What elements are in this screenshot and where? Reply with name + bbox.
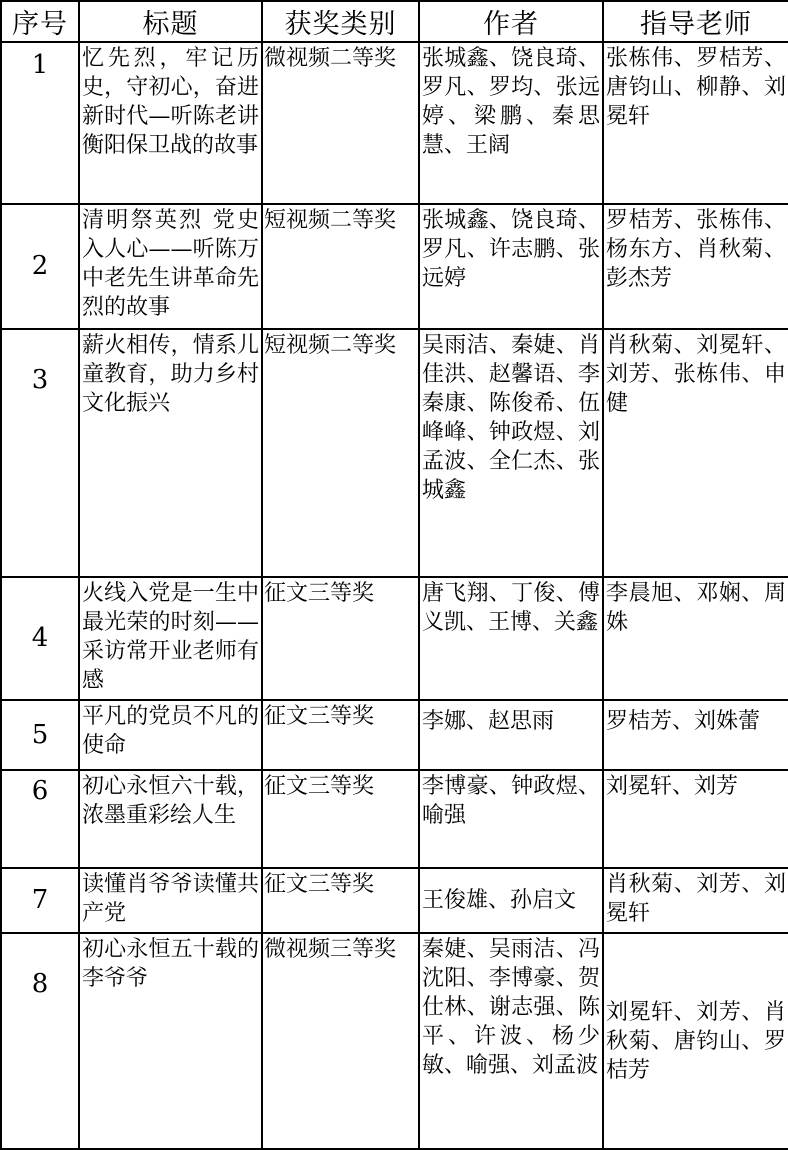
row-title: 初心永恒六十载，浓墨重彩绘人生 <box>79 770 262 868</box>
header-authors: 作者 <box>419 1 603 42</box>
table-row <box>1 42 788 204</box>
row-category: 征文三等奖 <box>262 700 419 770</box>
header-row <box>1 1 788 42</box>
row-advisors: 肖秋菊、刘芳、刘冕轩 <box>603 868 788 933</box>
row-index: 7 <box>1 868 79 933</box>
row-title: 薪火相传，情系儿童教育，助力乡村文化振兴 <box>79 329 262 577</box>
row-advisors: 刘冕轩、刘芳 <box>603 770 788 868</box>
row-title: 火线入党是一生中最光荣的时刻——采访常开业老师有感 <box>79 577 262 700</box>
row-title: 清明祭英烈 党史入人心——听陈万中老先生讲革命先烈的故事 <box>79 204 262 329</box>
row-category: 短视频二等奖 <box>262 329 419 577</box>
row-advisors: 罗桔芳、张栋伟、杨东方、肖秋菊、彭杰芳 <box>603 204 788 329</box>
row-category: 征文三等奖 <box>262 868 419 933</box>
header-advisors: 指导老师 <box>603 1 788 42</box>
row-title: 读懂肖爷爷读懂共产党 <box>79 868 262 933</box>
row-authors: 王俊雄、孙启文 <box>419 868 603 933</box>
row-category: 微视频三等奖 <box>262 933 419 1149</box>
row-index: 1 <box>1 42 79 204</box>
row-advisors: 张栋伟、罗桔芳、唐钧山、柳静、刘冕轩 <box>603 42 788 204</box>
header-index: 序号 <box>1 1 79 42</box>
row-authors: 李博豪、钟政煜、喻强 <box>419 770 603 868</box>
row-index: 2 <box>1 204 79 329</box>
row-index: 8 <box>1 933 79 1149</box>
row-index: 3 <box>1 329 79 577</box>
table-row <box>1 933 788 1149</box>
row-authors: 张城鑫、饶良琦、罗凡、许志鹏、张远婷 <box>419 204 603 329</box>
table-row <box>1 204 788 329</box>
table-row <box>1 700 788 770</box>
row-index: 6 <box>1 770 79 868</box>
row-index: 5 <box>1 700 79 770</box>
table-row <box>1 329 788 577</box>
row-title: 初心永恒五十载的李爷爷 <box>79 933 262 1149</box>
row-index: 4 <box>1 577 79 700</box>
table-row <box>1 868 788 933</box>
row-authors: 张城鑫、饶良琦、罗凡、罗均、张远婷、梁鹏、秦思慧、王阔 <box>419 42 603 204</box>
row-advisors: 罗桔芳、刘姝蕾 <box>603 700 788 770</box>
table-row <box>1 577 788 700</box>
row-advisors: 肖秋菊、刘冕轩、刘芳、张栋伟、申健 <box>603 329 788 577</box>
row-authors: 李娜、赵思雨 <box>419 700 603 770</box>
row-title: 平凡的党员不凡的使命 <box>79 700 262 770</box>
row-authors: 吴雨洁、秦婕、肖佳洪、赵馨语、李秦康、陈俊希、伍峰峰、钟政煜、刘孟波、全仁杰、张城鑫 <box>419 329 603 577</box>
row-title: 忆先烈，牢记历史，守初心，奋进新时代—听陈老讲衡阳保卫战的故事 <box>79 42 262 204</box>
table-row <box>1 770 788 868</box>
header-title: 标题 <box>79 1 262 42</box>
row-category: 短视频二等奖 <box>262 204 419 329</box>
row-authors: 唐飞翔、丁俊、傅义凯、王博、关鑫 <box>419 577 603 700</box>
row-authors: 秦婕、吴雨洁、冯沈阳、李博豪、贺仕林、谢志强、陈平、许波、杨少敏、喻强、刘孟波 <box>419 933 603 1149</box>
row-advisors: 李晨旭、邓娴、周姝 <box>603 577 788 700</box>
row-advisors: 刘冕轩、刘芳、肖秋菊、唐钧山、罗桔芳 <box>603 933 788 1149</box>
header-category: 获奖类别 <box>262 1 419 42</box>
row-category: 征文三等奖 <box>262 577 419 700</box>
row-category: 微视频二等奖 <box>262 42 419 204</box>
row-category: 征文三等奖 <box>262 770 419 868</box>
